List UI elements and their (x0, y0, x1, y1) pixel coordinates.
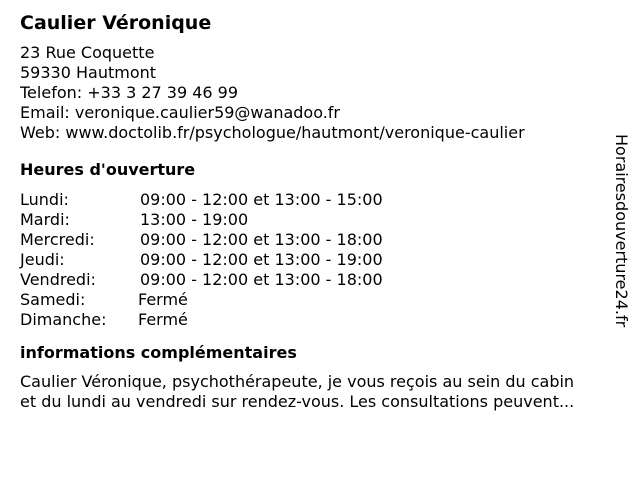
hours-row-vendredi (20, 270, 610, 290)
hours-row-mercredi (20, 230, 610, 250)
day-hours: 09:00 - 12:00 et 13:00 - 19:00 (140, 250, 383, 269)
day-label: Jeudi: (20, 250, 65, 269)
email-line: Email: veronique.caulier59@wanadoo.fr (20, 103, 341, 122)
hours-row-mardi (20, 210, 610, 230)
day-hours: 13:00 - 19:00 (140, 210, 249, 229)
address-street: 23 Rue Coquette (20, 43, 155, 62)
business-card (20, 10, 610, 412)
hours-row-lundi (20, 190, 610, 210)
address-city: 59330 Hautmont (20, 63, 157, 82)
phone-line: Telefon: +33 3 27 39 46 99 (20, 83, 239, 102)
day-hours: Fermé (138, 290, 188, 309)
web-line: Web: www.doctolib.fr/psychologue/hautmont/veronique-caulier (20, 123, 525, 142)
business-name: Caulier Véronique (20, 12, 212, 34)
day-hours: 09:00 - 12:00 et 13:00 - 18:00 (140, 230, 383, 249)
info-title: informations complémentaires (20, 343, 297, 362)
hours-row-dimanche (20, 310, 610, 330)
day-label: Dimanche: (20, 310, 107, 329)
info-description-line-2: et du lundi au vendredi sur rendez-vous. Les consultations peuvent... (20, 392, 575, 411)
day-label: Mardi: (20, 210, 70, 229)
day-hours: Fermé (138, 310, 188, 329)
day-label: Vendredi: (20, 270, 96, 289)
day-label: Lundi: (20, 190, 69, 209)
site-watermark: Horairesdouverture24.fr (612, 134, 631, 328)
hours-row-samedi (20, 290, 610, 310)
day-hours: 09:00 - 12:00 et 13:00 - 15:00 (140, 190, 383, 209)
day-label: Samedi: (20, 290, 86, 309)
hours-title: Heures d'ouverture (20, 160, 196, 179)
info-description-line-1: Caulier Véronique, psychothérapeute, je vous reçois au sein du cabin (20, 372, 575, 391)
hours-row-jeudi (20, 250, 610, 270)
day-label: Mercredi: (20, 230, 95, 249)
day-hours: 09:00 - 12:00 et 13:00 - 18:00 (140, 270, 383, 289)
